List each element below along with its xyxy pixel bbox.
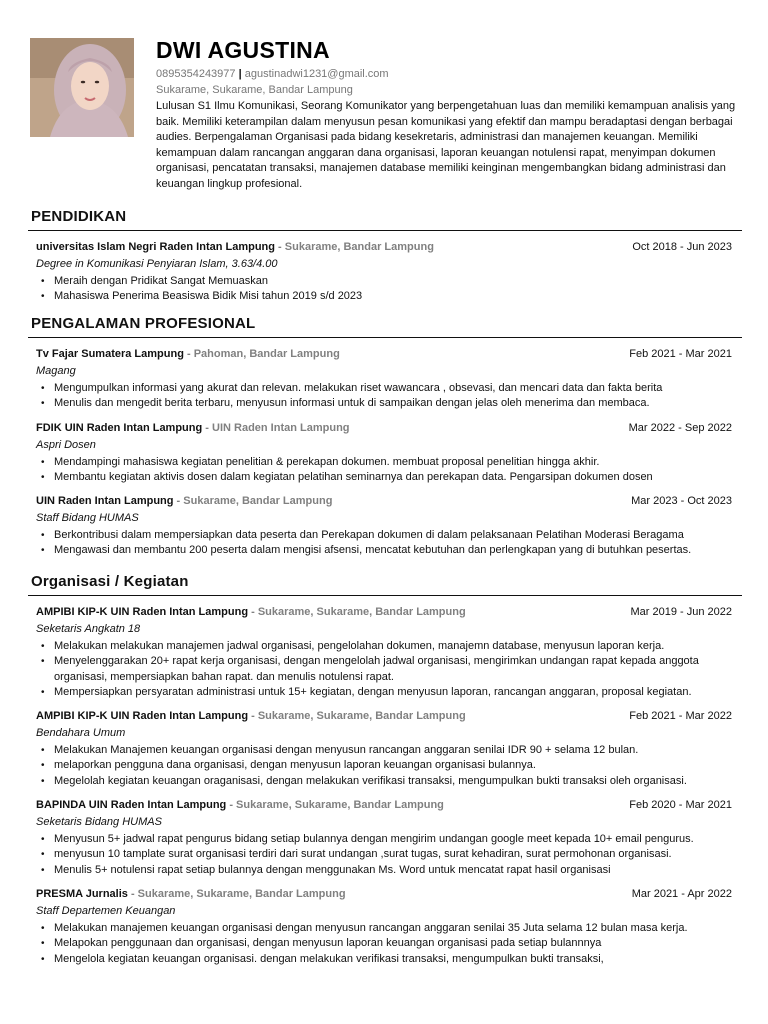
bullet-list <box>36 743 742 789</box>
bullet-list <box>36 832 742 878</box>
organization-name: BAPINDA UIN Raden Intan Lampung <box>36 799 227 812</box>
bullet-item: • Menulis 5+ notulensi rapat setiap bulannya dengan menggunakan Ms. Word untuk mencatat rapat hasil organisasi <box>36 863 742 878</box>
entry-header <box>36 347 742 362</box>
email-address[interactable]: agustinadwi1231@gmail.com <box>244 68 389 80</box>
entry-item <box>28 347 742 412</box>
role-title: Degree in Komunikasi Penyiaran Islam, 3.63/4.00 <box>36 258 278 270</box>
entry-item <box>28 240 742 305</box>
date-range: Mar 2021 - Apr 2022 <box>631 887 732 900</box>
bullet-item: • Mengawasi dan membantu 200 peserta dalam mengisi afsensi, mencatat kebutuhan dan perlengkapan yang di butuhkan pesertas. <box>36 543 742 558</box>
entry-location: - UIN Raden Intan Lampung <box>202 421 350 434</box>
entry-item <box>28 605 742 700</box>
bullet-list <box>36 381 742 412</box>
bullet-item: • Meraih dengan Pridikat Sangat Memuaskan <box>36 274 742 289</box>
bullet-item: • Mengelola kegiatan keuangan organisasi. dengan melakukan verifikasi transaksi, mengumpulkan bukti transaksi, <box>36 952 742 967</box>
experience-section <box>28 314 742 559</box>
bullet-list <box>36 639 742 700</box>
entry-location: - Sukarame, Sukarame, Bandar Lampung <box>226 799 444 812</box>
role-title: Aspri Dosen <box>36 438 96 451</box>
bullet-item: • Melakukan melakukan manajemen jadwal organisasi, pengelolahan dokumen, manajemn database, menyusun laporan kerja. <box>36 639 742 654</box>
bullet-item: • melaporkan pengguna dana organisasi, dengan menyusun laporan keuangan organisasi bulannya. <box>36 758 742 773</box>
organization-name: FDIK UIN Raden Intan Lampung <box>36 421 203 434</box>
bullet-item: • Melakukan Manajemen keuangan organisasi dengan menyusun rancangan anggaran senilai IDR 90 + selama 12 bulan. <box>36 743 742 758</box>
organization-name: universitas Islam Negri Raden Intan Lampung <box>36 241 275 253</box>
organization-name: UIN Raden Intan Lampung <box>36 495 174 508</box>
bullet-item: • Membantu kegiatan aktivis dosen dalam kegiatan pelatihan seminarnya dan perekapan data. Pengarsipan dokumen dosen <box>36 470 742 485</box>
section-title: Organisasi / Kegiatan <box>31 573 189 590</box>
bullet-item: • Mempersiapkan persyaratan administrasi untuk 15+ kegiatan, dengan menyusun laporan, rancangan anggaran, proposal kegiatan. <box>36 685 742 700</box>
candidate-name: DWI AGUSTINA <box>156 37 330 63</box>
bullet-item: • Menyusun 5+ jadwal rapat pengurus bidang setiap bulannya dengan mengirim undangan google meet kepada 10+ email pengurus. <box>36 832 742 847</box>
bullet-item: • Menulis dan mengedit berita terbaru, menyusun informasi untuk di sampaikan dengan jelas oleh menerima dan membaca. <box>36 396 742 411</box>
entry-location: - Sukarame, Sukarame, Bandar Lampung <box>248 710 466 723</box>
entry-header <box>36 494 742 509</box>
entry-header <box>36 798 742 813</box>
entry-header <box>36 709 742 724</box>
phone-number: 0895354243977 <box>156 68 236 80</box>
date-range: Feb 2021 - Mar 2022 <box>629 710 732 723</box>
entry-item <box>28 709 742 789</box>
role-title: Bendahara Umum <box>36 727 126 740</box>
bullet-item: • Mendampingi mahasiswa kegiatan penelitian & perekapan dokumen. membuat proposal penelitian hingga akhir. <box>36 455 742 470</box>
role-title: Magang <box>36 365 76 377</box>
section-title: PENDIDIKAN <box>31 208 127 225</box>
contact-separator: | <box>238 68 242 80</box>
date-range: Feb 2020 - Mar 2021 <box>629 799 732 812</box>
bullet-item: • Menyelenggarakan 20+ rapat kerja organisasi, dengan mengelolah jadwal organisasi, mengirimkan undangan rapat kepada anggota organisasi, mempersiapkan bahan rapat. dan menulis notulensi rapat. <box>36 654 742 685</box>
organization-name: AMPIBI KIP-K UIN Raden Intan Lampung <box>36 710 249 723</box>
bullet-item: • Mahasiswa Penerima Beasiswa Bidik Misi tahun 2019 s/d 2023 <box>36 289 742 304</box>
organization-name: Tv Fajar Sumatera Lampung <box>36 348 184 360</box>
bullet-item: • Berkontribusi dalam mempersiapkan data peserta dan Perekapan dokumen di dalam pelaksanaan Pelatihan Moderasi Beragama <box>36 528 742 543</box>
entry-header <box>36 605 742 620</box>
entry-location: - Sukarame, Bandar Lampung <box>173 495 333 508</box>
section-divider <box>28 230 742 231</box>
profile-photo <box>30 38 134 137</box>
date-range: Oct 2018 - Jun 2023 <box>632 241 732 253</box>
role-title: Seketaris Angkatn 18 <box>36 623 141 635</box>
date-range: Mar 2023 - Oct 2023 <box>631 495 732 508</box>
organization-name: PRESMA Jurnalis <box>36 887 128 900</box>
section-divider <box>28 595 742 596</box>
date-range: Mar 2019 - Jun 2022 <box>630 606 732 618</box>
entry-location: - Sukarame, Bandar Lampung <box>275 241 434 253</box>
education-section <box>28 207 742 305</box>
role-title: Seketaris Bidang HUMAS <box>36 816 162 829</box>
role-title: Staff Departemen Keuangan <box>36 904 176 917</box>
section-divider <box>28 337 742 338</box>
entry-item <box>28 887 742 967</box>
bullet-item: • Melapokan penggunaan dan organisasi, dengan menyusun laporan keuangan organisasi pada setiap bulannnya <box>36 936 742 951</box>
section-title: PENGALAMAN PROFESIONAL <box>31 315 256 332</box>
bullet-list <box>36 274 742 305</box>
entry-item <box>28 494 742 559</box>
bullet-list <box>36 921 742 967</box>
resume-header <box>156 36 746 192</box>
profile-summary: Lulusan S1 Ilmu Komunikasi, Seorang Komunikator yang berpengetahuan luas dan memiliki kemampuan analisis yang baik. Memiliki keterampilan dalam menyusun pesan komunikasi yang efektif dan mampu beradaptasi dengan berbagai audies. Berpengalaman Organisasi pada bidang kesekretaris, administrasi dan manajemen keuangan. Memiliki kemampuan dalam rancangan anggaran dana organisasi, laporan keuangan notulensi rapat, menyimpan dokumen organisasi, pencatatan transaksi, manajemen database memiliki keinginan mengembangkan bidang administrasi dan keuangan lingkup profesional. <box>156 100 736 190</box>
date-range: Feb 2021 - Mar 2021 <box>629 348 732 360</box>
entry-location: - Pahoman, Bandar Lampung <box>183 348 340 360</box>
organization-section <box>28 572 742 967</box>
entry-location: - Sukarame, Sukarame, Bandar Lampung <box>127 887 346 900</box>
home-location: Sukarame, Sukarame, Bandar Lampung <box>156 84 353 96</box>
bullet-list <box>36 528 742 559</box>
entry-header <box>36 887 742 902</box>
date-range: Mar 2022 - Sep 2022 <box>628 421 732 434</box>
role-title: Staff Bidang HUMAS <box>36 512 139 525</box>
organization-name: AMPIBI KIP-K UIN Raden Intan Lampung <box>36 606 249 618</box>
entry-header <box>36 240 742 255</box>
bullet-item: • menyusun 10 tamplate surat organisasi terdiri dari surat undangan ,surat tugas, surat kehadiran, surat permohonan organisasi. <box>36 847 742 862</box>
bullet-item: • Melakukan manajemen keuangan organisasi dengan menyusun rancangan anggaran senilai 35 Juta selama 12 bulan masa kerja. <box>36 921 742 936</box>
entry-item <box>28 421 742 486</box>
entry-item <box>28 798 742 878</box>
entry-header <box>36 421 742 436</box>
entry-location: - Sukarame, Sukarame, Bandar Lampung <box>248 606 466 618</box>
bullet-list <box>36 455 742 486</box>
bullet-item: • Mengumpulkan informasi yang akurat dan relevan. melakukan riset wawancara , obsevasi, dan mencari data dan fakta berita <box>36 381 742 396</box>
contact-line <box>156 66 746 82</box>
bullet-item: • Megelolah kegiatan keuangan oraganisasi, dengan melakukan verifikasi transaksi, mengumpulkan bukti transaksi oleh organisasi. <box>36 774 742 789</box>
